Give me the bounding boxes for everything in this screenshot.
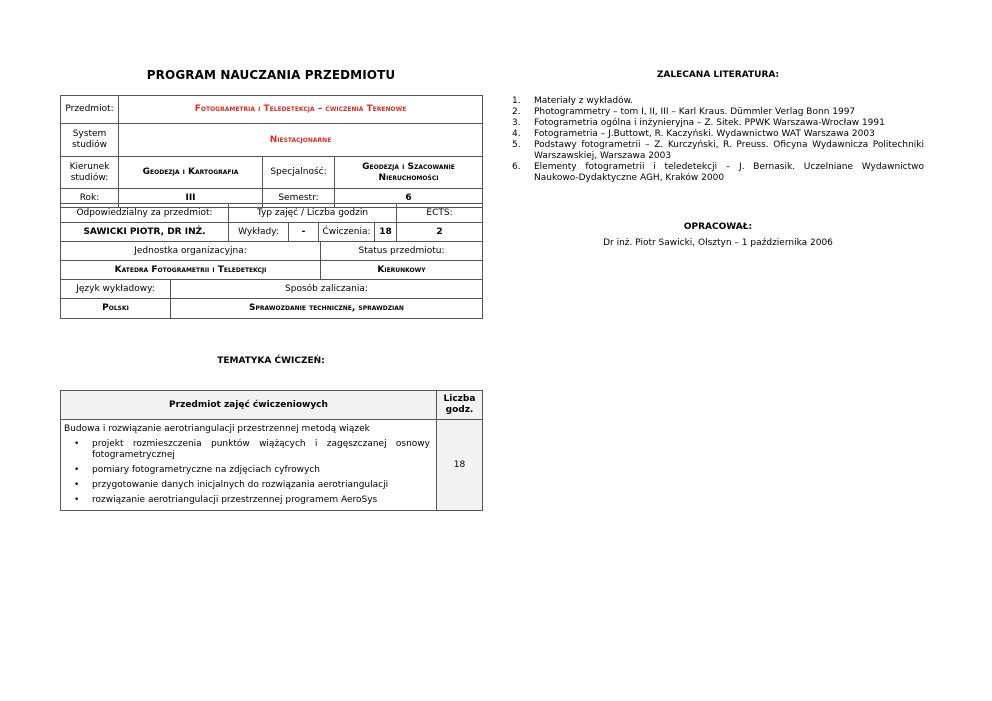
tematyka-hours-value: 18 <box>437 420 483 511</box>
literatura-title: ZALECANA LITERATURA: <box>656 70 780 80</box>
specjalnosc-label: Specjalność: <box>263 157 335 189</box>
cwiczenia-value: 18 <box>375 223 397 242</box>
specjalnosc-value: Geodezja i Szacowanie Nieruchomości <box>335 157 483 189</box>
tematyka-intro: Budowa i rozwiązanie aerotriangulacji przestrzennej metodą wiązek <box>64 424 370 434</box>
tematyka-content <box>61 420 437 511</box>
ects-label: ECTS: <box>397 204 483 223</box>
wyklady-label: Wykłady: <box>229 223 289 242</box>
system-label: System studiów <box>61 124 119 157</box>
list-number: 2. <box>512 107 521 117</box>
tematyka-title: TEMATYKA ĆWICZEŃ: <box>217 356 325 366</box>
bullet-text: przygotowanie danych inicjalnych do rozwiązania aerotriangulacji <box>92 480 389 490</box>
list-number: 3. <box>512 118 521 128</box>
odpowiedzialny-label: Odpowiedzialny za przedmiot: <box>61 204 229 223</box>
bullet-text: rozwiązanie aerotriangulacji przestrzennej programem AeroSys <box>92 495 378 505</box>
sposob-value: Sprawozdanie techniczne, sprawdzian <box>171 299 483 319</box>
list-number: 1. <box>512 96 521 106</box>
kierunek-value: Geodezja i Kartografia <box>119 157 263 189</box>
tematyka-header-hours: Liczba godz. <box>437 391 483 420</box>
list-text: Fotogrametria – J.Buttowt, R. Kaczyński. Wydawnictwo WAT Warszawa 2003 <box>534 129 875 139</box>
odpowiedzialny-value: SAWICKI PIOTR, DR INŻ. <box>61 223 229 242</box>
typ-zajec-label: Typ zajęć / Liczba godzin <box>229 204 397 223</box>
course-staff-table <box>60 203 483 242</box>
bullet-text: pomiary fotogrametryczne na zdjęciach cyfrowych <box>92 465 320 475</box>
kierunek-label: Kierunek studiów: <box>61 157 119 189</box>
list-text: Photogrammetry – tom I, II, III – Karl Kraus. Dümmler Verlag Bonn 1997 <box>534 107 856 117</box>
tematyka-header-subject: Przedmiot zajęć ćwiczeniowych <box>61 391 437 420</box>
list-text: Materiały z wykładów. <box>534 96 633 106</box>
jezyk-label: Język wykładowy: <box>61 280 171 299</box>
jezyk-value: Polski <box>61 299 171 319</box>
bullet-icon: • <box>74 495 80 505</box>
program-title: PROGRAM NAUCZANIA PRZEDMIOTU <box>146 68 396 82</box>
list-number: 6. <box>512 162 521 172</box>
language-grading-table <box>60 279 483 319</box>
list-item <box>512 107 924 118</box>
status-label: Status przedmiotu: <box>321 242 483 261</box>
status-value: Kierunkowy <box>321 261 483 280</box>
list-item <box>64 495 434 506</box>
wyklady-value: - <box>289 223 319 242</box>
list-text: Podstawy fotogrametrii – Z. Kurczyński, R. Preuss. Oficyna Wydawnicza Politechniki Warszawskiej, Warszawa 2003 <box>534 140 924 161</box>
opracowal-title: OPRACOWAŁ: <box>683 222 753 232</box>
system-value: Niestacjonarne <box>119 124 483 157</box>
literatura-list <box>512 96 924 184</box>
list-item <box>512 162 924 184</box>
rok-value: III <box>119 189 263 208</box>
bullet-icon: • <box>74 480 80 490</box>
rok-label: Rok: <box>61 189 119 208</box>
tematyka-table <box>60 390 483 511</box>
opracowal-value: Dr inż. Piotr Sawicki, Olsztyn – 1 października 2006 <box>603 238 833 248</box>
list-item <box>512 118 924 129</box>
semestr-label: Semestr: <box>263 189 335 208</box>
list-item <box>512 140 924 162</box>
jednostka-value: Katedra Fotogrametrii i Teledetekcji <box>61 261 321 280</box>
sposob-label: Sposób zaliczania: <box>171 280 483 299</box>
bullet-icon: • <box>74 439 80 449</box>
list-item <box>64 465 434 476</box>
unit-status-table <box>60 241 483 280</box>
cwiczenia-label: Ćwiczenia: <box>319 223 375 242</box>
list-text: Elementy fotogrametrii i teledetekcji – J. Bernasik. Uczelniane Wydawnictwo Naukowo-Dydaktyczne AGH, Kraków 2000 <box>534 162 924 183</box>
semestr-value: 6 <box>335 189 483 208</box>
list-number: 4. <box>512 129 521 139</box>
list-item <box>512 96 924 107</box>
list-item <box>64 439 434 461</box>
ects-value: 2 <box>397 223 483 242</box>
przedmiot-label: Przedmiot: <box>61 96 119 124</box>
jednostka-label: Jednostka organizacyjna: <box>61 242 321 261</box>
przedmiot-value: Fotogrametria i Teledetekcja – ćwiczenia Terenowe <box>119 96 483 124</box>
bullet-icon: • <box>74 465 80 475</box>
course-info-table <box>60 95 483 208</box>
list-number: 5. <box>512 140 521 150</box>
list-text: Fotogrametria ogólna i inżynieryjna – Z. Sitek. PPWK Warszawa-Wrocław 1991 <box>534 118 885 128</box>
list-item <box>512 129 924 140</box>
bullet-text: projekt rozmieszczenia punktów wiążących i zagęszczanej osnowy fotogrametrycznej <box>92 439 430 460</box>
list-item <box>64 480 434 491</box>
